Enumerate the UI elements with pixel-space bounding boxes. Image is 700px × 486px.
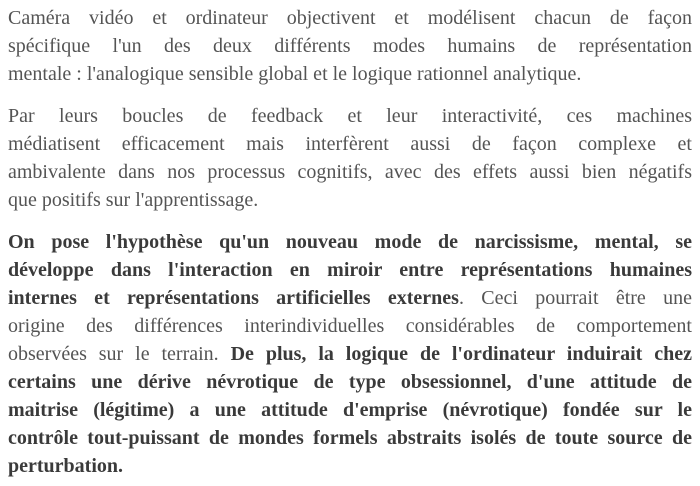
text-line (8, 284, 692, 312)
text-line (8, 228, 692, 256)
text-run: observées sur le terrain. (8, 343, 231, 365)
text-line (8, 102, 692, 130)
text-run: origine des différences interindividuelles considérables de comportement (8, 315, 692, 337)
bold-text-run: perturbation. (8, 455, 123, 477)
text-line (8, 32, 692, 60)
bold-text-run: De plus, la logique de l'ordinateur induirait chez (230, 343, 693, 365)
text-run: . Ceci pourrait être une (458, 287, 692, 309)
text-run: spécifique l'un des deux différents modes humains de représentation (8, 35, 692, 57)
text-run: que positifs sur l'apprentissage. (8, 189, 259, 211)
text-line (8, 340, 692, 368)
paragraph (8, 102, 692, 214)
text-run: ambivalente dans nos processus cognitifs, avec des effets aussi bien négatifs (8, 161, 692, 183)
bold-text-run: On pose l'hypothèse qu'un nouveau mode de narcissisme, mental, se (8, 231, 692, 253)
text-line (8, 424, 692, 452)
text-line (8, 4, 692, 32)
bold-text-run: certains une dérive névrotique de type obsessionnel, d'une attitude de (8, 371, 692, 393)
paragraph (8, 228, 692, 480)
text-line (8, 368, 692, 396)
text-line (8, 158, 692, 186)
bold-text-run: développe dans l'interaction en miroir entre représentations humaines (8, 259, 692, 281)
text-run: Caméra vidéo et ordinateur objectivent et modélisent chacun de façon (8, 7, 692, 29)
text-line (8, 396, 692, 424)
text-run: mentale : l'analogique sensible global et le logique rationnel analytique. (8, 63, 582, 85)
text-line (8, 60, 692, 88)
text-line (8, 312, 692, 340)
bold-text-run: maitrise (légitime) a une attitude d'emprise (névrotique) fondée sur le (8, 399, 692, 421)
text-line (8, 186, 692, 214)
paragraph (8, 4, 692, 88)
text-line (8, 452, 692, 480)
bold-text-run: internes et représentations artificielles externes (8, 287, 459, 309)
text-run: Par leurs boucles de feedback et leur interactivité, ces machines (8, 105, 692, 127)
text-run: médiatisent efficacement mais interfèrent aussi de façon complexe et (8, 133, 692, 155)
text-line (8, 130, 692, 158)
text-line (8, 256, 692, 284)
bold-text-run: contrôle tout-puissant de mondes formels abstraits isolés de toute source de (8, 427, 692, 449)
